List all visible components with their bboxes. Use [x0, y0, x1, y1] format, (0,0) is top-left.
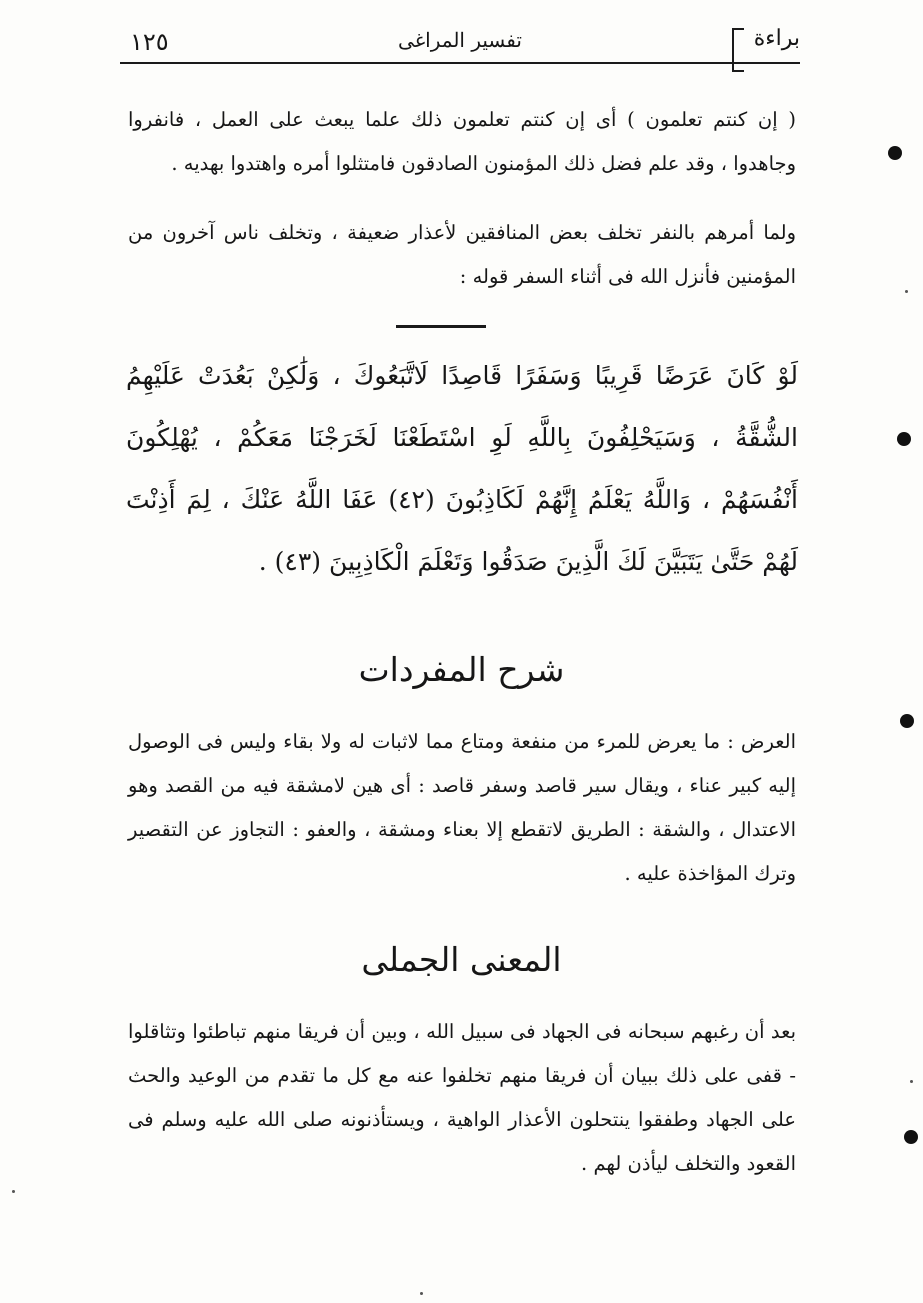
page-header [120, 22, 800, 64]
surah-name: براءة [753, 26, 800, 51]
scan-speck [910, 1080, 913, 1083]
book-title: تفسير المراغى [398, 28, 522, 52]
scan-hole-mark [900, 714, 914, 728]
header-rule [120, 62, 800, 64]
scan-speck [905, 290, 908, 293]
scan-hole-mark [904, 1130, 918, 1144]
context-paragraph: ولما أمرهم بالنفر تخلف بعض المنافقين لأعذار ضعيفة ، وتخلف ناس آخرون من المؤمنين فأنزل الله فى أثناء السفر قوله : [128, 221, 796, 288]
scan-hole-mark [888, 146, 902, 160]
scan-speck [420, 1292, 423, 1295]
general-meaning-text: بعد أن رغبهم سبحانه فى الجهاد فى سبيل الله ، وبين أن فريقا منهم تباطئوا وتثاقلوا - قفى على ذلك ببيان أن فريقا منهم تخلفوا عنه مع كل ما تقدم من الوعيد والحث على الجهاد وطفقوا ينتحلون الأعذار الواهية ، ويستأذنونه صلى الله عليه وسلم فى القعود والتخلف ليأذن لهم . [128, 1020, 796, 1175]
general-meaning-heading: المعنى الجملى [361, 940, 562, 979]
page-number: ١٢٥ [130, 28, 169, 56]
intro-paragraph: ( إن كنتم تعلمون ) أى إن كنتم تعلمون ذلك علما يبعث على العمل ، فانفروا وجاهدوا ، وقد علم فضل ذلك المؤمنون الصادقون فامتثلوا أمره واهتدوا بهديه . [128, 108, 796, 175]
vocabulary-text: العرض : ما يعرض للمرء من منفعة ومتاع مما لاثبات له ولا بقاء وليس فى الوصول إليه كبير عناء ، ويقال سير قاصد وسفر قاصد : أى هين لامشقة فيه من القصد وهو الاعتدال ، والشقة : الطريق لاتقطع إلا بعناء ومشقة ، والعفو : التجاوز عن التقصير وترك المؤاخذة عليه . [128, 730, 796, 885]
section-divider [396, 325, 486, 328]
quran-verse: لَوْ كَانَ عَرَضًا قَرِيبًا وَسَفَرًا قَاصِدًا لَاتَّبَعُوكَ ، وَلَٰكِنْ بَعُدَتْ عَلَيْهِمُ الشُّقَّةُ ، وَسَيَحْلِفُونَ بِاللَّهِ لَوِ اسْتَطَعْنَا لَخَرَجْنَا مَعَكُمْ ، يُهْلِكُونَ أَنْفُسَهُمْ ، وَاللَّهُ يَعْلَمُ إِنَّهُمْ لَكَاذِبُونَ (٤٢) عَفَا اللَّهُ عَنْكَ ، لِمَ أَذِنْتَ لَهُمْ حَتَّىٰ يَتَبَيَّنَ لَكَ الَّذِينَ صَدَقُوا وَتَعْلَمَ الْكَاذِبِينَ (٤٣) . [126, 361, 799, 576]
vocabulary-heading: شرح المفردات [358, 650, 565, 689]
scan-hole-mark [897, 432, 911, 446]
scan-speck [12, 1190, 15, 1193]
